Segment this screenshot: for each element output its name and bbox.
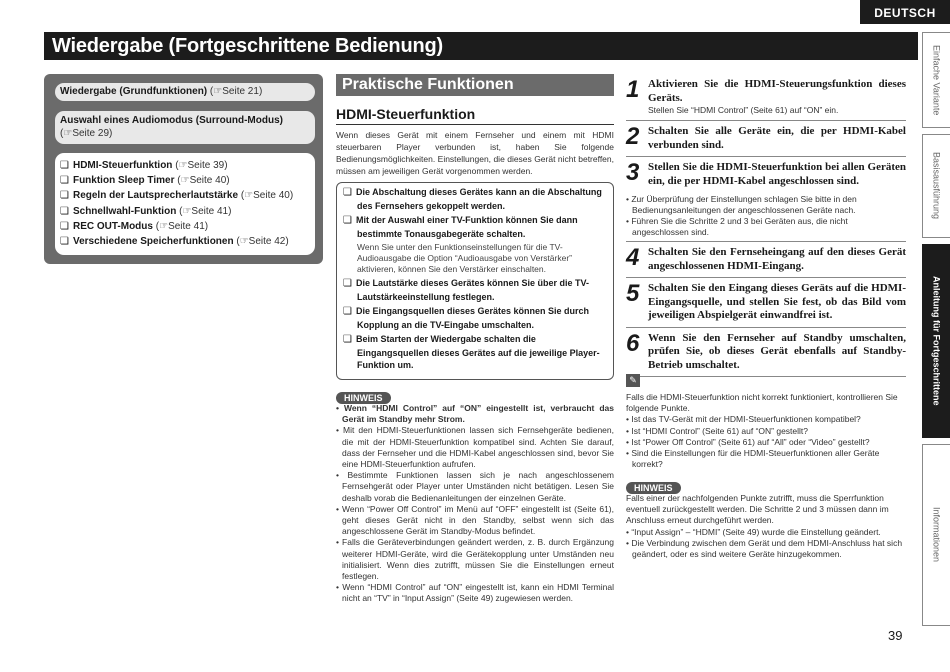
tip-item: • Ist “HDMI Control” (Seite 61) auf “ON” gestellt? xyxy=(626,425,809,436)
side-tab-einfache-variante[interactable] xyxy=(922,32,950,128)
language-tab: DEUTSCH xyxy=(860,0,950,24)
checkbox-icon: ❏ xyxy=(343,187,352,198)
feature-note: Wenn Sie unter den Funktionseinstellungen für die TV-Audioausgabe die Option “Audioausgabe von Verstärker” aktivieren, können Sie den Verstärker einschalten. xyxy=(357,242,573,274)
checkbox-icon: ❏ xyxy=(60,190,69,202)
nav-list-item[interactable]: ❏ Funktion Sleep Timer (☞Seite 40) xyxy=(60,175,230,187)
nav-item-audiomodus[interactable]: Auswahl eines Audiomodus (Surround-Modus) (☞Seite 29) xyxy=(55,111,315,144)
nav-list-item[interactable]: ❏ Schnellwahl-Funktion (☞Seite 41) xyxy=(60,205,232,217)
side-tab-basisausfuehrung[interactable] xyxy=(922,134,950,238)
feature-item: ❏ Mit der Auswahl einer TV-Funktion können Sie dann bestimmte Tonausgabegeräte schalten. xyxy=(343,215,578,239)
side-tab-label: Basisausführung xyxy=(931,152,942,220)
step-5: 5 Schalten Sie den Eingang dieses Geräts auf die HDMI-Eingangsquelle, und stellen Sie fest, ob das Bild vom jeweiligen Abspielgerät einwandfrei ist. xyxy=(626,278,906,328)
page-ref-icon: ☞ xyxy=(182,205,192,217)
feature-item: ❏ Die Eingangsquellen dieses Gerätes können Sie durch Kopplung an die TV-Eingabe umschalten. xyxy=(343,306,590,330)
steps-list xyxy=(626,74,906,377)
nav-list xyxy=(55,153,315,255)
nav-list-item[interactable]: ❏ REC OUT-Modus (☞Seite 41) xyxy=(60,220,209,232)
side-tab-informationen[interactable] xyxy=(922,444,950,626)
side-tab-fortgeschrittene[interactable] xyxy=(922,244,950,438)
page-ref-icon: ☞ xyxy=(63,128,73,139)
section-title: Praktische Funktionen xyxy=(336,74,614,96)
checkbox-icon: ❏ xyxy=(60,160,69,171)
checkbox-icon: ❏ xyxy=(60,220,69,232)
nav-item-grundfunktionen[interactable]: Wiedergabe (Grundfunktionen) (☞Seite 21) xyxy=(55,83,315,101)
feature-item: ❏ Beim Starten der Wiedergabe schalten die Eingangsquellen dieses Gerätes auf die jeweilige Player-Funktion um. xyxy=(343,334,600,370)
page-ref-icon: ☞ xyxy=(178,160,188,171)
hinweis-list xyxy=(336,403,614,605)
step-4: 4 Schalten Sie den Fernseheingang auf den dieses Gerät angeschlossenen HDMI-Eingang. xyxy=(626,242,906,278)
feature-list xyxy=(336,182,614,380)
checkbox-icon: ❏ xyxy=(343,306,352,317)
page-ref-icon: ☞ xyxy=(244,190,254,202)
page-number: 39 xyxy=(888,628,903,643)
hinweis-badge: HINWEIS xyxy=(626,482,681,494)
page-ref-icon: ☞ xyxy=(159,220,169,232)
tip-item: • Ist das TV-Gerät mit der HDMI-Steuerfunktionen kompatibel? xyxy=(626,414,861,425)
feature-item: ❏ Die Lautstärke dieses Gerätes können Sie über die TV-Lautstärkeeinstellung festlegen. xyxy=(343,278,590,302)
page-title: Wiedergabe (Fortgeschrittene Bedienung) xyxy=(44,32,918,60)
hinweis-item: • Wenn “HDMI Control” auf “ON” eingestellt ist, verbraucht das Gerät im Standby mehr Strom. xyxy=(336,403,614,425)
pencil-icon: ✎ xyxy=(626,374,640,387)
checkbox-icon: ❏ xyxy=(60,236,69,248)
hinweis-2-intro: Falls einer der nachfolgenden Punkte zutrifft, muss die Sperrfunktion eventuell zurückgestellt werden. Die Schritte 2 und 3 müssen dann im Anschluss erneut durchgeführt werden. xyxy=(626,493,889,526)
side-tab-label: Anleitung für Fortgeschrittene xyxy=(931,276,942,406)
side-tab-label: Einfache Variante xyxy=(931,44,942,116)
hinweis-item: • “Input Assign” – “HDMI” (Seite 49) wurde die Einstellung geändert. xyxy=(626,526,881,537)
nav-list-item[interactable]: ❏ HDMI-Steuerfunktion (☞Seite 39) xyxy=(60,160,228,171)
hinweis-2-section xyxy=(626,493,906,560)
page-ref-icon: ☞ xyxy=(213,86,223,97)
nav-list-item[interactable]: ❏ Regeln der Lautsprecherlautstärke (☞Seite 40) xyxy=(60,190,294,202)
tip-section xyxy=(626,392,906,470)
hinweis-item: • Wenn “Power Off Control” im Menü auf “OFF” eingestellt ist (Seite 61), geht dieses Gerät nicht in den Standby, selbst wenn sich das angeschlossene Gerät im Standby-Modus befindet. xyxy=(336,503,615,537)
hinweis-badge: HINWEIS xyxy=(336,392,391,404)
page-ref-icon: ☞ xyxy=(180,175,190,187)
intro-text: Wenn dieses Gerät mit einem Fernseher und einem mit HDMI steuerbaren Player verbunden ist, haben Sie folgende Bedienungsmöglichkeiten. Einstellungen, die dieses Gerät nicht betreffen, müssen am jeweiligen Gerät vorgenommen werden. xyxy=(336,130,614,176)
checkbox-icon: ❏ xyxy=(60,175,69,187)
checkbox-icon: ❏ xyxy=(60,205,69,217)
checkbox-icon: ❏ xyxy=(343,215,352,226)
hinweis-item: • Wenn “HDMI Control” auf “ON” eingestellt ist, kann ein HDMI Terminal nicht an “TV” in “Input Assign” (Seite 49) zugewiesen werden. xyxy=(336,582,614,604)
hinweis-item: • Falls die Geräteverbindungen geändert werden, z. B. durch Ergänzung weiterer HDMI-Geräte, wird die Gerätekopplung unter Umständen neu initialisiert. Wenn dies zutrifft, müssen Sie die Einstellungen erneut festlegen. xyxy=(336,537,615,582)
checkbox-icon: ❏ xyxy=(343,334,352,345)
subsection-title: HDMI-Steuerfunktion xyxy=(336,106,614,125)
step-2: 2 Schalten Sie alle Geräte ein, die per HDMI-Kabel verbunden sind. xyxy=(626,121,906,157)
hinweis-item: • Bestimmte Funktionen lassen sich je nach angeschlossenem Fernsehgerät oder Player unter Umständen nicht betätigen. Lesen Sie deshalb vorab die Bedienanleitungen der einzelnen Geräte. xyxy=(336,470,615,503)
tip-intro: Falls die HDMI-Steuerfunktion nicht korrekt funktioniert, kontrollieren Sie folgende Punkte. xyxy=(626,392,898,414)
page-ref-icon: ☞ xyxy=(239,236,249,248)
checkbox-icon: ❏ xyxy=(343,278,352,289)
hinweis-item: • Mit den HDMI-Steuerfunktionen lassen sich Fernsehgeräte bedienen, die mit der HDMI-Steuerfunktion kompatibel sind. Achten Sie darauf, dass der Fernseher und die HDMI-Kabel angeschlossen sind, bevor Sie eine HDMI-Steuerfunktion aufrufen. xyxy=(336,425,614,470)
hinweis-item: • Die Verbindung zwischen dem Gerät und dem HDMI-Anschluss hat sich geändert, oder es sind weitere Geräte hinzugekommen. xyxy=(626,537,903,560)
side-tab-label: Informationen xyxy=(931,507,942,563)
step-3-notes xyxy=(626,192,906,242)
tip-item: • Ist “Power Off Control” (Seite 61) auf “All” oder “Video” gestellt? xyxy=(626,436,870,447)
step-note: • Führen Sie die Schritte 2 und 3 bei Geräten aus, die nicht angeschlossen sind. xyxy=(626,216,848,237)
step-note: • Zur Überprüfung der Einstellungen schlagen Sie bitte in den Bedienungsanleitungen der angeschlossenen Geräte nach. xyxy=(626,194,857,215)
tip-item: • Sind die Einstellungen für die HDMI-Steuerfunktionen aller Geräte korrekt? xyxy=(626,448,880,470)
feature-item: ❏ Die Abschaltung dieses Gerätes kann an die Abschaltung des Fernsehers gekoppelt werden. xyxy=(343,187,602,211)
nav-list-item[interactable]: ❏ Verschiedene Speicherfunktionen (☞Seite 42) xyxy=(60,236,289,248)
step-1: 1 Aktivieren Sie die HDMI-Steuerungsfunktion dieses Geräts. Stellen Sie “HDMI Control” (Seite 61) auf “ON” ein. xyxy=(626,74,906,121)
step-3: 3 Stellen Sie die HDMI-Steuerfunktion bei allen Geräten ein, die per HDMI-Kabel angeschlossen sind. xyxy=(626,159,906,187)
step-6: 6 Wenn Sie den Fernseher auf Standby umschalten, prüfen Sie, ob dieses Gerät ebenfalls auf Standby-Betrieb umschaltet. xyxy=(626,328,906,378)
